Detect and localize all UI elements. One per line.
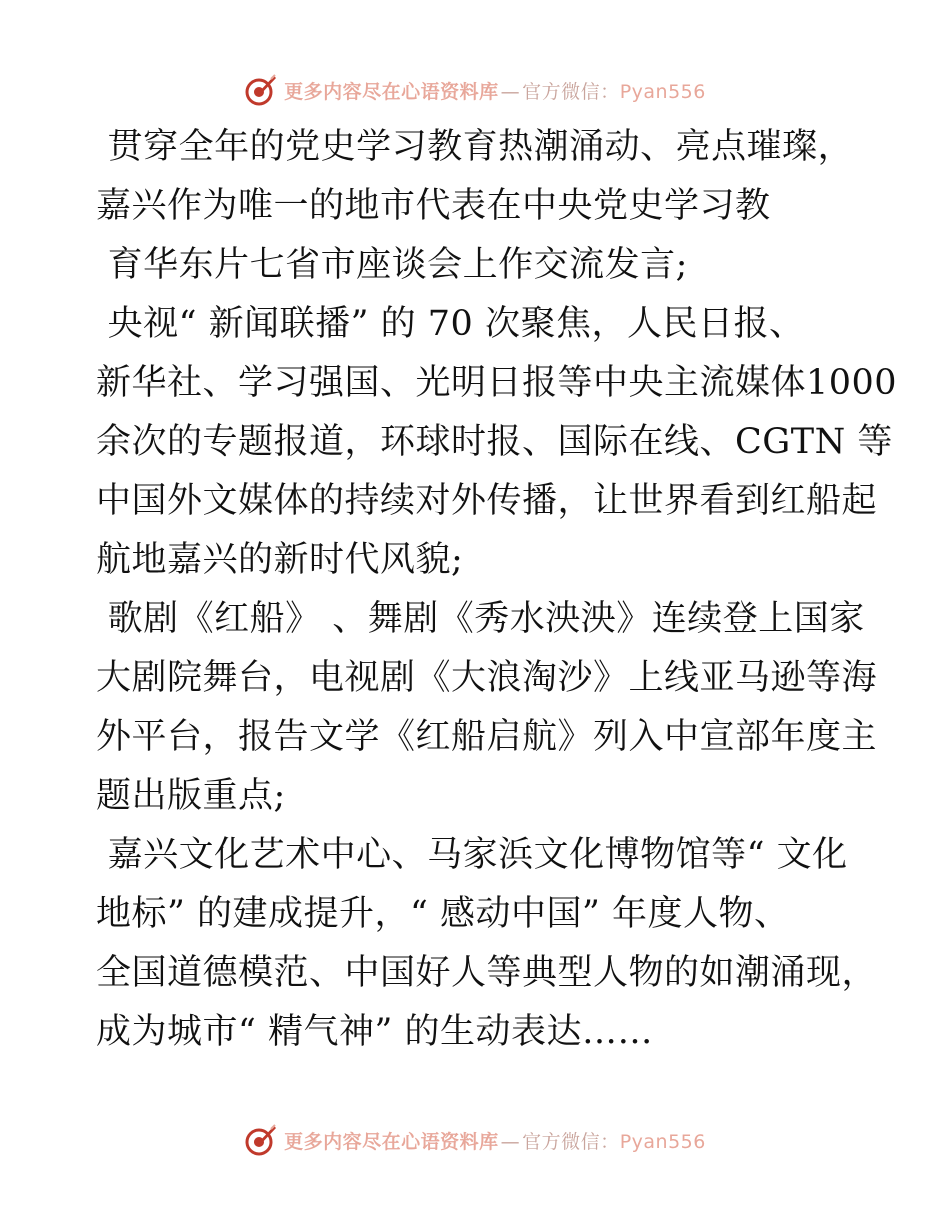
watermark-content <box>244 73 706 107</box>
text-line: 新华社、学习强国、光明日报等中央主流媒体1000 <box>96 363 898 403</box>
paragraph-4 <box>96 595 896 831</box>
watermark-wechat-label: 官方微信： <box>522 80 620 103</box>
text-line: 育华东片七省市座谈会上作交流发言; <box>96 245 688 285</box>
watermark-wechat-id: Pyan556 <box>619 80 706 103</box>
text-line: 嘉兴作为唯一的地市代表在中央党史学习教 <box>96 186 771 226</box>
watermark-text <box>284 77 706 104</box>
text-line: 地标” 的建成提升，“ 感动中国” 年度人物、 <box>96 894 790 934</box>
document-body <box>96 123 896 1067</box>
watermark-dash: — <box>500 1130 521 1153</box>
watermark-content <box>244 1123 706 1157</box>
watermark-dash: — <box>500 80 521 103</box>
text-line: 全国道德模范、中国好人等典型人物的如潮涌现， <box>96 953 878 993</box>
footer-watermark-banner <box>0 1120 950 1160</box>
paragraph-2 <box>96 241 896 300</box>
text-line: 余次的专题报道，环球时报、国际在线、CGTN 等 <box>96 422 893 462</box>
text-line: 嘉兴文化艺术中心、马家浜文化博物馆等“ 文化 <box>96 835 848 875</box>
watermark-wechat-label: 官方微信： <box>522 1130 620 1153</box>
paragraph-5 <box>96 831 896 1067</box>
watermark-main-text: 更多内容尽在心语资料库 <box>284 80 499 103</box>
paragraph-3 <box>96 300 896 595</box>
text-line: 贯穿全年的党史学习教育热潮涌动、亮点璀璨， <box>96 127 854 167</box>
text-line: 题出版重点; <box>96 776 286 816</box>
quill-pen-logo-icon <box>244 1123 278 1157</box>
watermark-wechat-id: Pyan556 <box>619 1130 706 1153</box>
paragraph-1 <box>96 123 896 241</box>
text-line: 成为城市“ 精气神” 的生动表达…… <box>96 1012 654 1052</box>
text-line: 航地嘉兴的新时代风貌; <box>96 540 464 580</box>
text-line: 歌剧《红船》 、舞剧《秀水泱泱》连续登上国家 <box>96 599 865 639</box>
watermark-text <box>284 1127 706 1154</box>
header-watermark-banner <box>0 70 950 110</box>
text-line: 外平台，报告文学《红船启航》列入中宣部年度主 <box>96 717 878 757</box>
watermark-main-text: 更多内容尽在心语资料库 <box>284 1130 499 1153</box>
text-line: 央视“ 新闻联播” 的 70 次聚焦，人民日报、 <box>96 304 805 344</box>
text-line: 大剧院舞台，电视剧《大浪淘沙》上线亚马逊等海 <box>96 658 878 698</box>
text-line: 中国外文媒体的持续对外传播，让世界看到红船起 <box>96 481 878 521</box>
quill-pen-logo-icon <box>244 73 278 107</box>
